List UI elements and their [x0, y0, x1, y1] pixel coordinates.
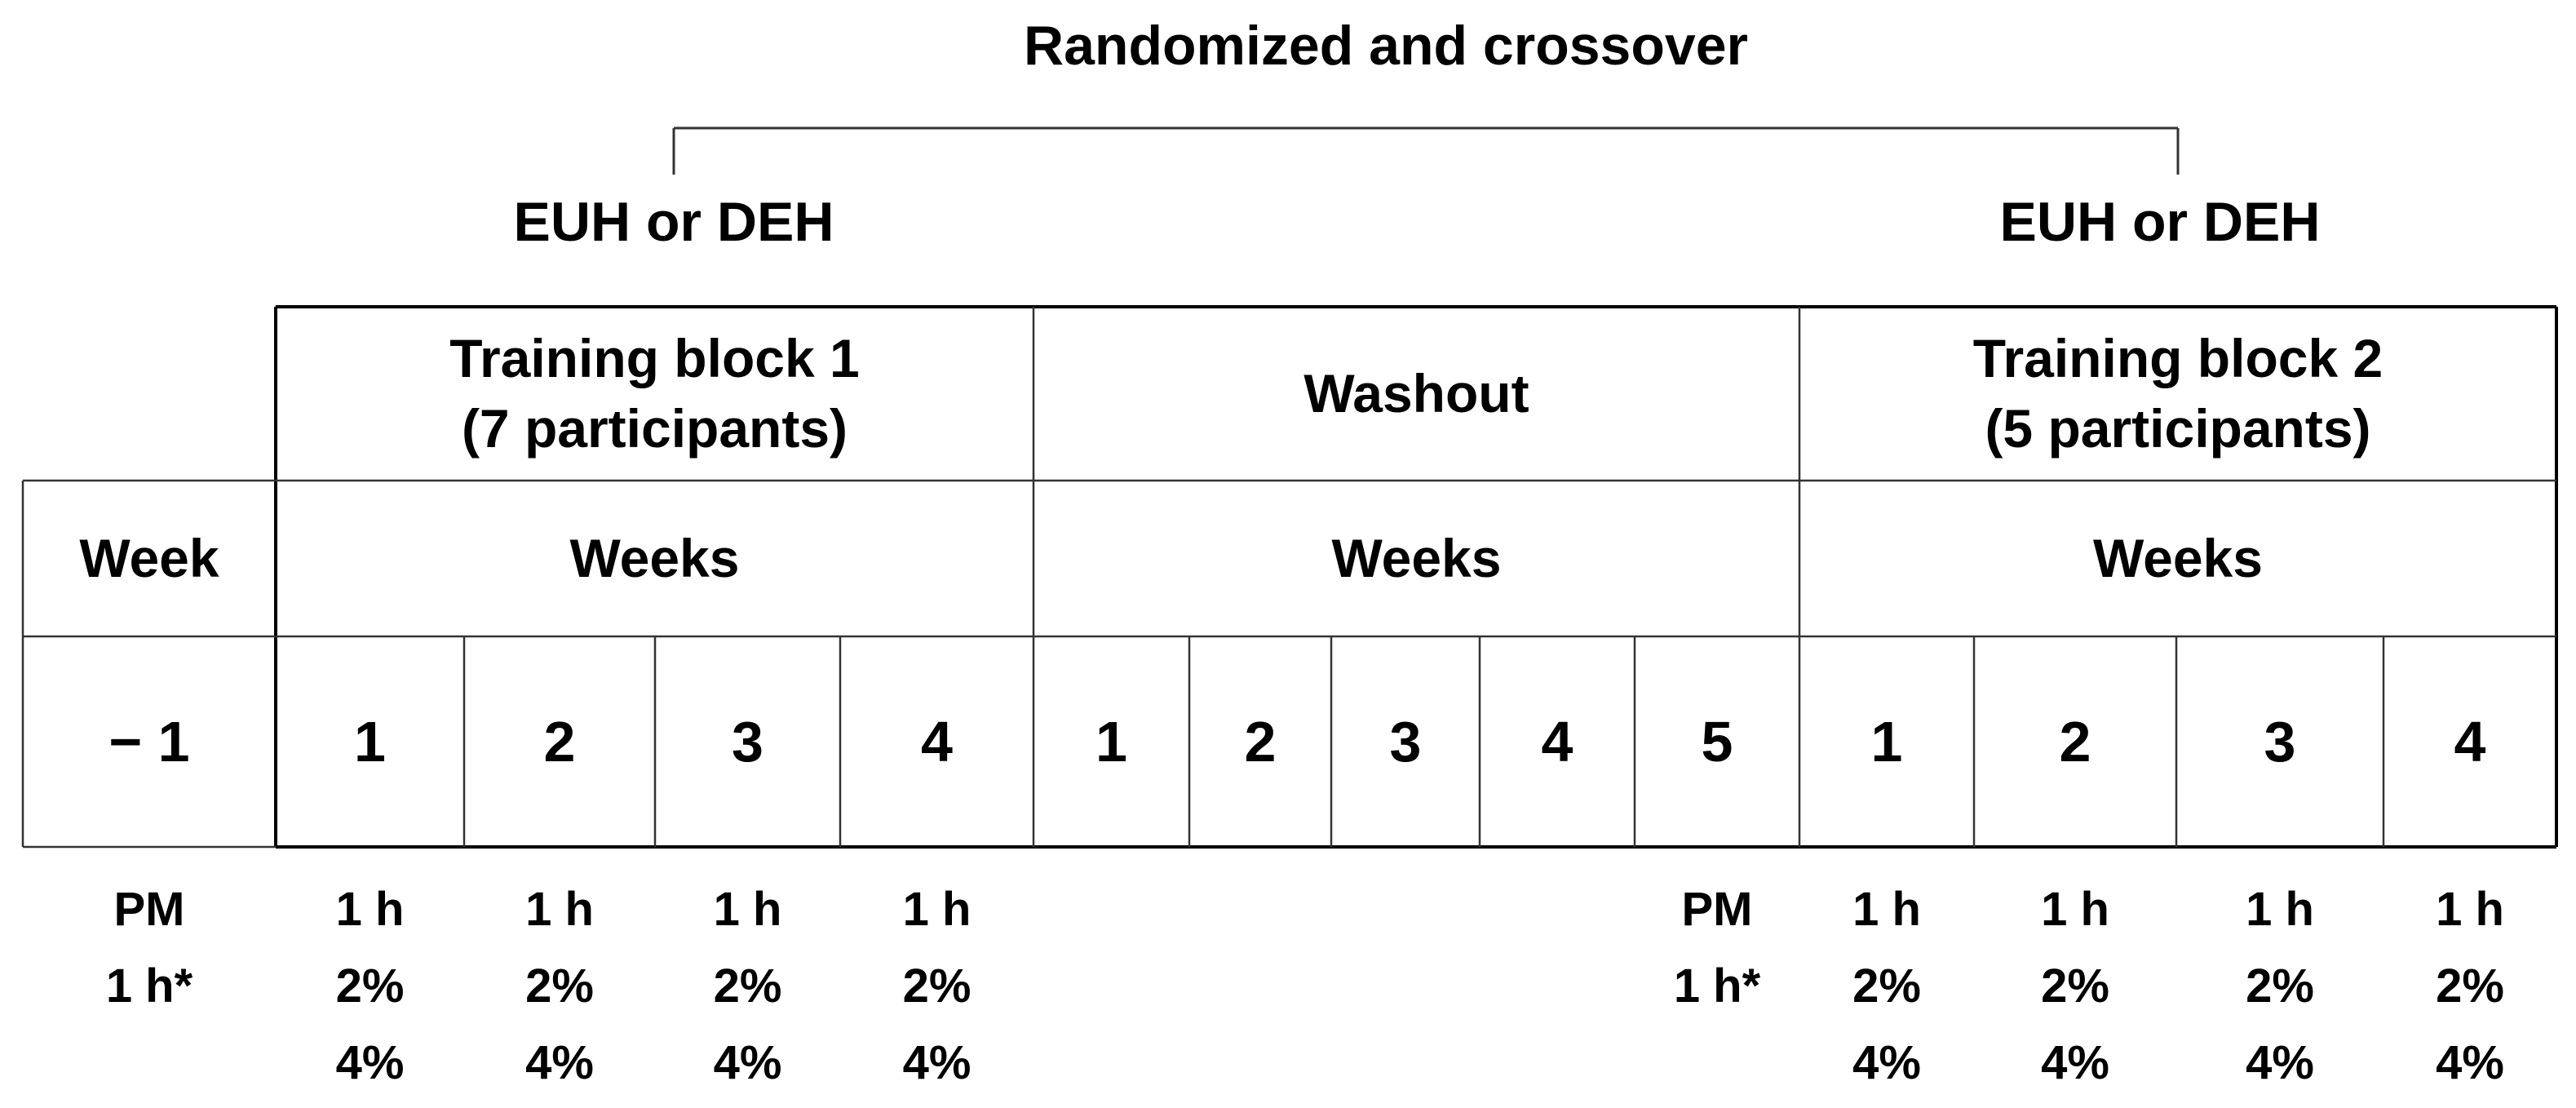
block1-week2-session — [464, 871, 655, 1101]
session-line: 4% — [2041, 1036, 2109, 1089]
block2-week-number: 4 — [2454, 709, 2486, 773]
block2-header — [1799, 307, 2556, 481]
session-line: 2% — [2041, 960, 2109, 1013]
washout-title: Washout — [1303, 362, 1529, 423]
block1-week-number: 1 — [354, 709, 386, 773]
block2-week3-session — [2176, 871, 2383, 1101]
block1-week-number: 4 — [921, 709, 953, 773]
session-line: 1 h — [525, 883, 594, 936]
session-line: 2% — [2246, 960, 2314, 1013]
block2-week2-session — [1974, 871, 2176, 1101]
session-line: 2% — [525, 960, 594, 1013]
session-line: 2% — [2436, 960, 2504, 1013]
diagram-title: Randomized and crossover — [1023, 15, 1749, 77]
block2-title: Training block 2 — [1972, 327, 2383, 388]
session-line: 4% — [525, 1036, 594, 1089]
washout-header — [1033, 307, 1799, 481]
branch-label-right: EUH or DEH — [1999, 191, 2321, 253]
session-line: 2% — [335, 960, 405, 1013]
block1-participants: (7 participants) — [461, 397, 848, 459]
session-line: 1 h — [335, 883, 405, 936]
block1-header — [276, 307, 1033, 481]
block1-title: Training block 1 — [449, 327, 860, 388]
block1-week3-session — [655, 871, 840, 1101]
block2-weeks-label: Weeks — [2093, 527, 2263, 588]
block2-week4-session — [2383, 871, 2556, 1101]
session-line: 1 h — [2246, 883, 2314, 936]
washout-week-number: 1 — [1095, 709, 1127, 773]
session-line: 2% — [713, 960, 782, 1013]
session-line: 1 h* — [105, 960, 193, 1013]
session-line: PM — [113, 883, 185, 936]
session-line: 2% — [1852, 960, 1921, 1013]
session-line: 4% — [713, 1036, 782, 1089]
pre-week-number: − 1 — [108, 709, 190, 773]
washout-week-number: 4 — [1541, 709, 1573, 773]
block1-week4-session — [840, 871, 1033, 1101]
block2-week-number: 2 — [2059, 709, 2091, 773]
session-line: 1 h — [713, 883, 782, 936]
block2-week-number: 1 — [1870, 709, 1903, 773]
washout-week-number: 3 — [1389, 709, 1422, 773]
session-line: 4% — [335, 1036, 405, 1089]
session-line: 4% — [2436, 1036, 2504, 1089]
session-line: 1 h* — [1673, 960, 1761, 1013]
block1-week1-session — [276, 871, 464, 1101]
washout-end-session — [1635, 871, 1799, 1025]
session-line: 4% — [2246, 1036, 2314, 1089]
session-line: 4% — [1852, 1036, 1921, 1089]
session-line: 4% — [902, 1036, 972, 1089]
session-line: PM — [1681, 883, 1753, 936]
pre-week-session — [23, 871, 276, 1025]
crossover-bracket — [674, 128, 2178, 175]
session-line: 1 h — [2436, 883, 2504, 936]
block2-week-number: 3 — [2264, 709, 2296, 773]
session-line: 1 h — [2041, 883, 2109, 936]
washout-week-number: 2 — [1244, 709, 1277, 773]
washout-weeks-label: Weeks — [1331, 527, 1502, 588]
block2-week1-session — [1799, 871, 1974, 1101]
block1-weeks-label: Weeks — [569, 527, 740, 588]
block2-participants: (5 participants) — [1985, 397, 2371, 459]
block1-week-number: 3 — [732, 709, 764, 773]
session-line: 1 h — [1852, 883, 1921, 936]
branch-label-left: EUH or DEH — [513, 191, 834, 253]
session-line: 2% — [902, 960, 972, 1013]
block1-week-number: 2 — [543, 709, 576, 773]
week-column-header: Week — [79, 527, 219, 588]
washout-week-number: 5 — [1701, 709, 1733, 773]
session-line: 1 h — [902, 883, 972, 936]
